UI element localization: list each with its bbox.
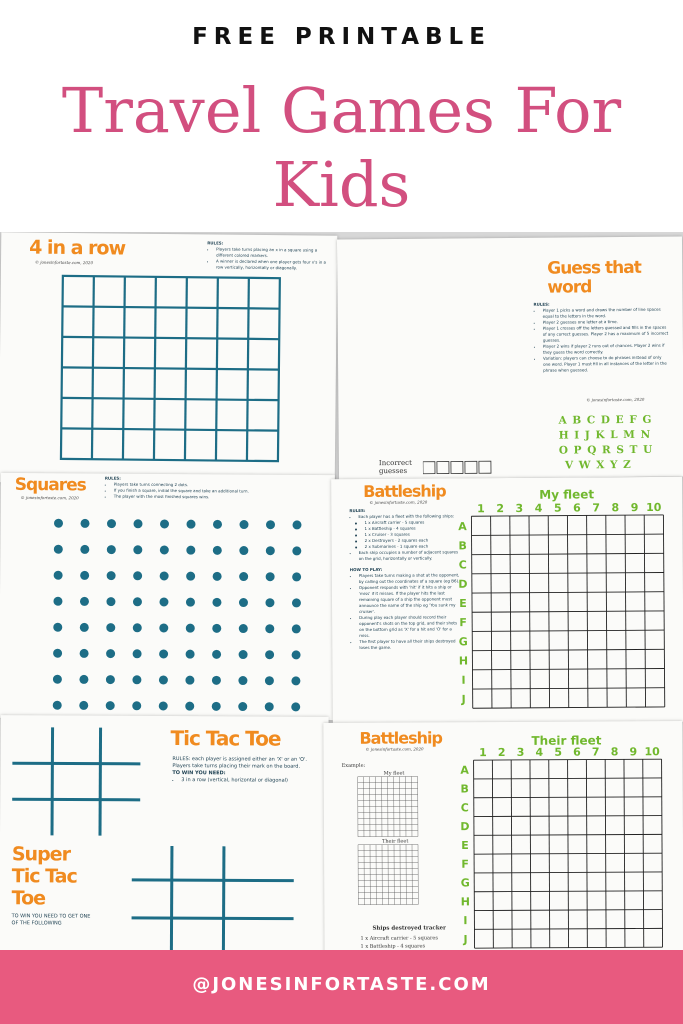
row-label: F	[461, 857, 469, 871]
row-label: D	[458, 577, 468, 591]
column-label: 7	[592, 501, 601, 515]
row-label: B	[458, 539, 467, 553]
dot	[266, 572, 275, 581]
dot	[133, 545, 142, 554]
dot	[80, 597, 89, 606]
super-title	[12, 843, 77, 909]
row-label: A	[460, 763, 469, 777]
rule-item: • The player with the most finished squares wins.	[114, 494, 305, 501]
column-label: 4	[535, 745, 544, 759]
footer-banner	[0, 950, 683, 1024]
column-label: 5	[554, 745, 562, 759]
rule-item: • Variation: players can choose to do phrases instead of only one word. Player 1 must fill in all instances of the letter in the phrase when guessed.	[543, 355, 670, 374]
title-line-3: Toe	[11, 887, 46, 910]
dot	[107, 519, 116, 528]
dot	[213, 572, 222, 581]
alphabet-block	[558, 413, 653, 474]
super-rules	[12, 913, 162, 928]
dot	[80, 623, 89, 632]
tracker-heading: Ships destroyed tracker	[372, 925, 446, 932]
title-line-2: Kids	[272, 148, 411, 221]
super-text: TO WIN YOU NEED TO GET ONE	[11, 913, 91, 920]
battleship-grid-my-fleet	[331, 477, 683, 724]
row-label: I	[463, 914, 468, 928]
sheet-battleship-their-fleet	[323, 721, 683, 950]
site-handle: @JONESINFORTASTE.COM	[192, 974, 491, 995]
dot	[186, 624, 195, 633]
dot	[186, 546, 195, 555]
row-label: I	[461, 673, 466, 687]
rule-item: ◦ 2 x Destroyers - 2 squares each	[365, 537, 460, 544]
dot	[159, 597, 168, 606]
win-heading: TO WIN YOU NEED:	[172, 770, 226, 777]
column-label: 6	[573, 745, 581, 759]
dot	[133, 623, 142, 632]
header	[0, 0, 683, 232]
rule-item: ◦ 1 x Cruiser - 3 squares	[365, 531, 460, 538]
dot	[107, 545, 116, 554]
title-line-2: Tic Tac	[11, 865, 77, 888]
row-label: G	[458, 635, 468, 649]
dot	[186, 598, 195, 607]
dot	[239, 650, 248, 659]
dot	[160, 545, 169, 554]
sheet-tic-tac-toe	[0, 715, 329, 950]
fleet-label: Their fleet	[531, 733, 602, 748]
dot	[186, 520, 195, 529]
dot	[292, 598, 301, 607]
dot	[133, 649, 142, 658]
dot	[53, 701, 62, 710]
dot	[212, 624, 221, 633]
howto-item: • Opponent responds with 'hit' if it hits a ship or 'miss' if it misses. If the player hits the last remaining square of a ship the opponent must announce the name of the ship eg 'You sunk my cruiser'.	[359, 584, 460, 615]
sheet-title: 4 in a row	[29, 236, 126, 260]
tracker-item: 1 x Battleship - 4 squares	[360, 943, 426, 950]
dot	[265, 598, 274, 607]
dot	[185, 702, 194, 711]
grid-lines	[471, 515, 664, 708]
rule-item: • Player 1 crosses off the letters guessed and fills in the spaces of any correct guesses. Player 2 has a maximum of 5 incorrect guesses.	[543, 325, 670, 344]
row-label: G	[460, 876, 470, 890]
column-label: 9	[629, 745, 638, 759]
dot	[266, 520, 275, 529]
grid-lines	[474, 759, 663, 948]
rules-heading: RULES:	[349, 507, 366, 514]
rules-block	[534, 301, 671, 374]
dot	[54, 571, 63, 580]
dot	[185, 676, 194, 685]
dot	[239, 572, 248, 581]
howto-heading: HOW TO PLAY:	[349, 566, 383, 573]
column-label: 3	[516, 745, 525, 759]
page-title	[0, 74, 683, 222]
dot	[133, 571, 142, 580]
dot	[292, 650, 301, 659]
row-label: F	[459, 616, 467, 630]
column-label: 4	[534, 501, 543, 515]
dot	[159, 623, 168, 632]
example-grid	[358, 776, 418, 836]
alphabet-row: V W X Y Z	[564, 458, 632, 472]
rule-item: • Player 2 wins if player 2 runs out of chances. Player 2 wins if they guess the word correctly.	[543, 343, 670, 356]
column-label: 10	[646, 500, 662, 515]
super-text: OF THE FOLLOWING	[11, 920, 62, 927]
dot	[80, 649, 89, 658]
battleship-grid-their-fleet	[323, 721, 683, 950]
dot	[54, 545, 63, 554]
dot	[292, 546, 301, 555]
rule-item: • Each player has a fleet with the following ships:	[358, 513, 459, 520]
examples-label: Example:	[341, 762, 366, 769]
dot	[53, 649, 62, 658]
incorrect-guess-boxes	[423, 460, 503, 479]
dot	[133, 597, 142, 606]
dot	[160, 519, 169, 528]
rules-text: RULES: each player is assigned either an 'X' or an 'O'. Players take turns placing their mark on the board.	[172, 756, 308, 770]
sheet-title: Tic Tac Toe	[170, 726, 281, 751]
row-label: C	[458, 558, 467, 572]
incorrect-guesses-label: Incorrect guesses	[378, 458, 412, 476]
column-label: 6	[573, 501, 581, 515]
row-label: C	[460, 801, 469, 815]
row-label: H	[458, 654, 469, 668]
rules-heading: RULES:	[207, 240, 224, 246]
column-label: 8	[611, 501, 620, 515]
row-label: E	[461, 838, 469, 852]
dot	[265, 624, 274, 633]
row-label: E	[459, 596, 467, 610]
four-in-a-row-grid	[0, 232, 337, 486]
dot	[159, 675, 168, 684]
dot	[133, 519, 142, 528]
dot-grid	[0, 473, 335, 720]
row-label: J	[461, 692, 466, 706]
rule-item: • Players take turns connecting 2 dots.	[114, 482, 305, 489]
alphabet-row: A B C D E F G	[558, 413, 653, 427]
column-label: 8	[610, 745, 619, 759]
howto-item: • During play each player should record their opponent's shots on the top grid, and their shots on the bottom grid as 'X' for a hit and 'O' for a miss.	[359, 614, 460, 639]
dot	[239, 546, 248, 555]
rules-heading: RULES:	[533, 301, 550, 307]
rule-item: • Each ship occupies a number of adjacent squares on the grid, horizontally or vertically.	[359, 549, 460, 562]
rule-item: ◦ 1 x Aircraft carrier - 5 squares	[364, 519, 459, 526]
dot	[292, 520, 301, 529]
rule-item: • Player 2 guesses one letter at a time.	[543, 319, 670, 326]
dot	[239, 520, 248, 529]
dot	[132, 701, 141, 710]
dot	[265, 702, 274, 711]
title-line-1: Guess that	[547, 257, 641, 279]
sheet-squares	[0, 473, 335, 720]
dot	[212, 676, 221, 685]
dot	[159, 701, 168, 710]
dot	[212, 598, 221, 607]
rule-item: ◦ 1 x Battleship - 4 squares	[364, 525, 459, 532]
dot	[79, 701, 88, 710]
small-my-fleet-label: My fleet	[383, 770, 405, 777]
dot	[54, 519, 63, 528]
dot	[106, 649, 115, 658]
dot	[106, 597, 115, 606]
title-line-2: word	[547, 277, 592, 298]
small-their-fleet-label: Their fleet	[381, 838, 409, 845]
dot	[53, 623, 62, 632]
dot	[266, 546, 275, 555]
dot	[80, 545, 89, 554]
howto-item: • Players take turns making a shot at the opponent, by calling out the coordinates of a square (eg B6).	[359, 572, 460, 585]
dot	[213, 520, 222, 529]
sheet-title	[547, 259, 641, 298]
dot	[132, 675, 141, 684]
column-label: 3	[515, 501, 524, 515]
rule-item: • Player 1 picks a word and draws the number of line spaces equal to the letters in the word.	[543, 307, 670, 320]
sheet-credit: © jonesinfortaste.com, 2020	[34, 259, 94, 266]
dot	[239, 624, 248, 633]
dot	[239, 598, 248, 607]
column-label: 2	[497, 745, 506, 760]
dot	[212, 702, 221, 711]
alphabet-row: H I J K L M N	[558, 428, 652, 442]
dot	[292, 572, 301, 581]
dot	[159, 649, 168, 658]
dot	[291, 676, 300, 685]
sheet-credit: © jonesinfortaste.com, 2020	[365, 746, 424, 752]
dot	[106, 623, 115, 632]
sheet-title: Battleship	[363, 481, 446, 502]
dot	[212, 650, 221, 659]
dot	[213, 546, 222, 555]
row-label: A	[458, 520, 467, 534]
sheet-credit: © jonesinfortaste.com, 2020	[586, 396, 645, 403]
column-label: 9	[630, 501, 639, 515]
dot	[265, 650, 274, 659]
dot	[107, 571, 116, 580]
fleet-label: My fleet	[539, 487, 595, 502]
dot	[186, 650, 195, 659]
win-item: • 3 in a row (vertical, horizontal or diagonal)	[181, 777, 320, 785]
title-line-1: Travel Games For	[61, 74, 622, 147]
row-label: D	[460, 820, 470, 834]
dot	[238, 702, 247, 711]
howto-item: • The first player to have all their ships destroyed loses the game.	[359, 638, 460, 651]
sheet-title: Battleship	[359, 728, 442, 748]
column-label: 10	[644, 745, 660, 759]
rules-heading: RULES:	[104, 475, 121, 481]
guess-boxes	[423, 460, 503, 475]
sheet-battleship-my-fleet	[331, 477, 683, 724]
dot	[53, 675, 62, 684]
column-label: 1	[479, 746, 487, 760]
dot	[53, 597, 62, 606]
alphabet-row: O P Q R S T U	[558, 443, 654, 457]
tracker-item: 1 x Aircraft carrier - 5 squares	[360, 935, 438, 942]
column-label: 2	[496, 502, 505, 516]
column-label: 1	[477, 502, 485, 516]
column-label: 5	[553, 501, 562, 515]
dot	[160, 571, 169, 580]
dot	[80, 571, 89, 580]
title-line-1: Super	[11, 843, 71, 866]
sheet-credit: © jonesinfortaste.com, 2020	[20, 494, 79, 501]
sheet-title: Squares	[14, 474, 86, 496]
rule-item: • A winner is declared when one player gets four x's in a row vertically, horizontally or diagonally.	[216, 258, 331, 271]
dot	[291, 702, 300, 711]
dot	[80, 519, 89, 528]
dot	[265, 676, 274, 685]
dot	[186, 572, 195, 581]
dot	[106, 701, 115, 710]
column-label: 7	[591, 745, 600, 759]
rule-item: ◦ 2 x Submarines - 1 square each	[365, 543, 460, 550]
rule-item: • If you finish a square, initial the square and take an additional turn.	[114, 488, 305, 495]
dot	[79, 675, 88, 684]
rule-item: • Players take turns placing an x in a square using a different colored markers.	[216, 246, 331, 259]
sheet-4-in-a-row	[0, 232, 337, 486]
rules-block	[172, 756, 320, 785]
kicker: FREE PRINTABLE	[192, 24, 491, 50]
printables-collage	[0, 232, 683, 950]
dot	[238, 676, 247, 685]
row-label: H	[460, 895, 470, 909]
dot	[292, 624, 301, 633]
example-grid	[358, 844, 418, 904]
row-label: B	[460, 782, 469, 796]
row-label: J	[463, 932, 468, 946]
sheet-credit: © jonesinfortaste.com, 2020	[369, 499, 428, 505]
sheet-guess-that-word	[337, 236, 683, 479]
dot	[106, 675, 115, 684]
